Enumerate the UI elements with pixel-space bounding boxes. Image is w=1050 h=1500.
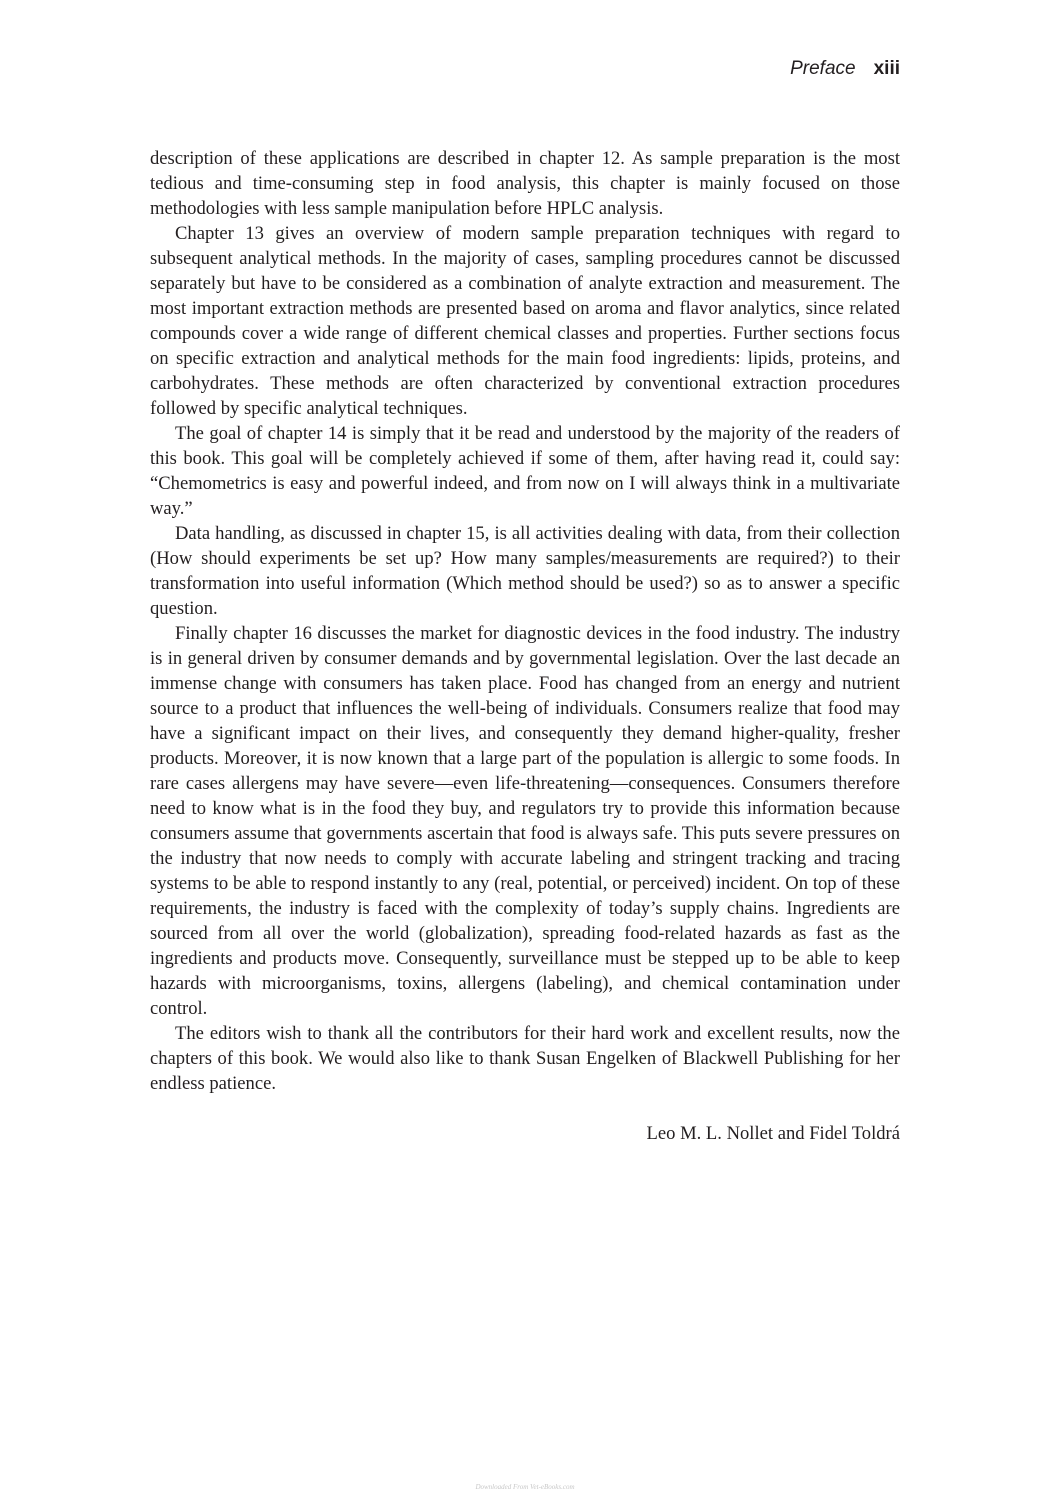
running-head <box>790 57 900 81</box>
paragraph-continuation: description of these applications are described in chapter 12. As sample preparation is the most tedious and time-consuming step in food analysis, this chapter is mainly focused on those methodologies with less sample manipulation before HPLC analysis. <box>150 148 900 219</box>
preface-body <box>150 146 900 1146</box>
page-number: xiii <box>873 58 900 79</box>
running-head-section-title: Preface <box>790 58 856 79</box>
download-watermark: Downloaded From Vet-eBooks.com <box>475 1483 575 1491</box>
editors-signature: Leo M. L. Nollet and Fidel Toldrá <box>646 1123 900 1144</box>
paragraph-chapter-15: Data handling, as discussed in chapter 15, is all activities dealing with data, from their collection (How should experiments be set up? How many samples/measurements are required?) to their transformation into useful information (Which method should be used?) so as to answer a specific question. <box>150 523 900 619</box>
paragraph-chapter-13: Chapter 13 gives an overview of modern sample preparation techniques with regard to subsequent analytical methods. In the majority of cases, sampling procedures cannot be discussed separately but have to be considered as a combination of analyte extraction and measurement. The most important extraction methods are presented based on aroma and flavor analytics, since related compounds cover a wide range of different chemical classes and properties. Further sections focus on specific extraction and analytical methods for the main food ingredients: lipids, proteins, and carbohydrates. These methods are often characterized by conventional extraction procedures followed by specific analytical techniques. <box>150 223 900 419</box>
paragraph-chapter-16: Finally chapter 16 discusses the market for diagnostic devices in the food industry. The industry is in general driven by consumer demands and by governmental legislation. Over the last decade an immense change with consumers has taken place. Food has changed from an energy and nutrient source to a product that influences the well-being of individuals. Consumers realize that food may have a significant impact on their lives, and consequently they demand higher-quality, fresher products. Moreover, it is now known that a large part of the population is allergic to some foods. In rare cases allergens may have severe—even life-threatening—consequences. Consumers therefore need to know what is in the food they buy, and regulators try to provide this information because consumers assume that governments ascertain that food is always safe. This puts severe pressures on the industry that now needs to comply with accurate labeling and stringent tracking and tracing systems to be able to respond instantly to any (real, potential, or perceived) incident. On top of these requirements, the industry is faced with the complexity of today’s supply chains. Ingredients are sourced from all over the world (globalization), spreading food-related hazards as fast as the ingredients and products move. Consequently, surveillance must be stepped up to be able to keep hazards with microorganisms, toxins, allergens (labeling), and chemical contamination under control. <box>150 623 900 1019</box>
paragraph-acknowledgements: The editors wish to thank all the contributors for their hard work and excellent results, now the chapters of this book. We would also like to thank Susan Engelken of Blackwell Publishing for her endless patience. <box>150 1023 900 1094</box>
paragraph-chapter-14: The goal of chapter 14 is simply that it be read and understood by the majority of the readers of this book. This goal will be completely achieved if some of them, after having read it, could say: “Chemometrics is easy and powerful indeed, and from now on I will always think in a multivariate way.” <box>150 423 900 519</box>
